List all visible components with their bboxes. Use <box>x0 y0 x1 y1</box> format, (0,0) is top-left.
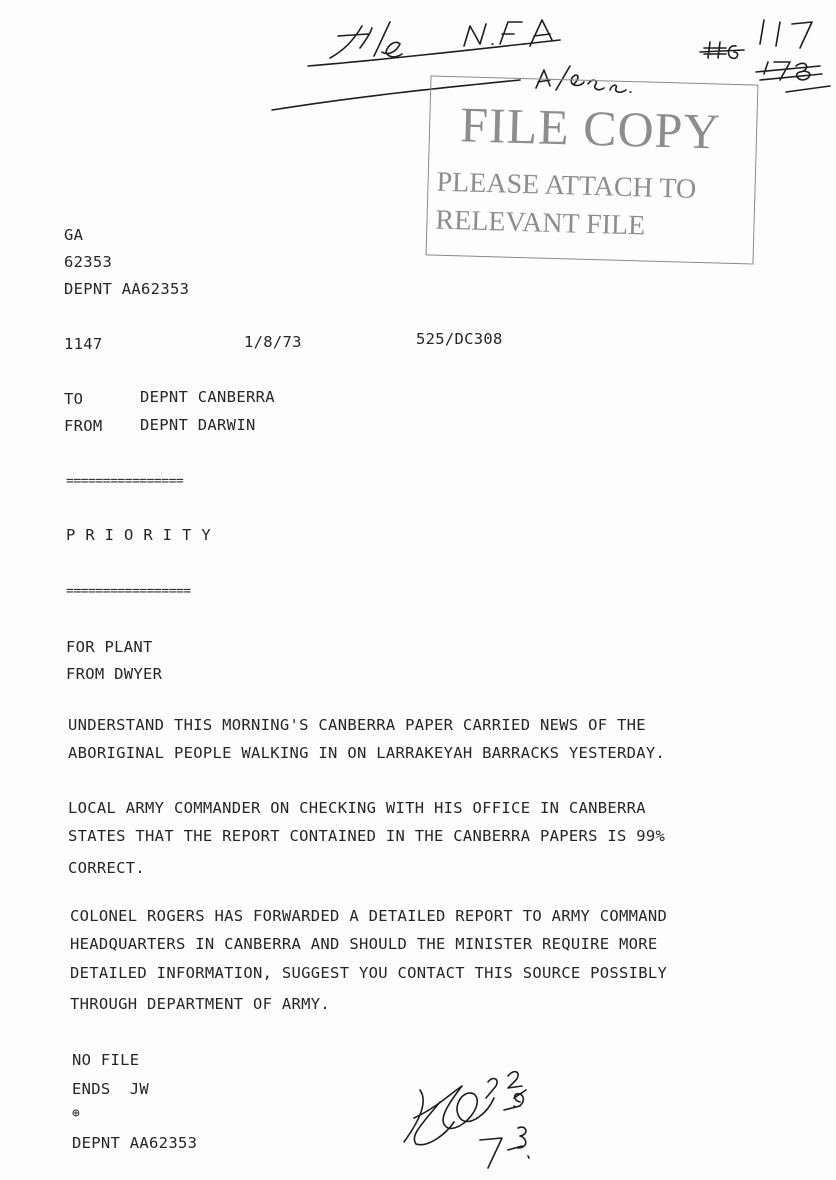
from-label: FROM <box>64 417 103 435</box>
to-value: DEPNT CANBERRA <box>140 388 275 406</box>
message-ref: 525/DC308 <box>416 330 503 348</box>
separator-bottom: ================= <box>66 584 191 599</box>
stamp-line-attach: PLEASE ATTACH TO <box>436 166 697 205</box>
stamp-title: FILE COPY <box>459 96 722 160</box>
underline-stroke <box>308 40 560 66</box>
footer-ends: ENDS JW <box>72 1080 150 1098</box>
footer-answerback: DEPNT AA62353 <box>72 1134 198 1152</box>
file-handwriting <box>330 22 402 58</box>
struck-mark-handwriting <box>700 42 744 58</box>
body-p3-line4: THROUGH DEPARTMENT OF ARMY. <box>70 995 331 1013</box>
from-value: DEPNT DARWIN <box>140 416 256 434</box>
message-date: 1/8/73 <box>244 333 302 351</box>
body-p2-line2: STATES THAT THE REPORT CONTAINED IN THE CANBERRA PAPERS IS 99% <box>68 827 666 845</box>
struck-folio-handwriting <box>756 62 830 92</box>
body-p2-line3: CORRECT. <box>68 859 146 877</box>
header-answerback: DEPNT AA62353 <box>64 280 190 298</box>
nfa-handwriting <box>464 20 552 46</box>
date-handwriting <box>480 1072 529 1168</box>
footer-symbol: ⊕ <box>72 1106 81 1121</box>
body-p3-line2: HEADQUARTERS IN CANBERRA AND SHOULD THE MINISTER REQUIRE MORE <box>70 935 658 953</box>
stamp-line-relevant: RELEVANT FILE <box>435 204 646 242</box>
file-copy-stamp <box>426 75 759 264</box>
separator-top: ================ <box>66 474 184 489</box>
to-label: TO <box>64 390 84 408</box>
header-ga: GA <box>64 226 84 244</box>
message-time: 1147 <box>64 335 103 353</box>
priority-label: PRIORITY <box>66 526 221 544</box>
body-p3-line1: COLONEL ROGERS HAS FORWARDED A DETAILED REPORT TO ARMY COMMAND <box>70 907 668 925</box>
signature-handwriting <box>404 1079 497 1145</box>
body-p1-line1: UNDERSTAND THIS MORNING'S CANBERRA PAPER CARRIED NEWS OF THE <box>68 716 646 734</box>
from-line: FROM DWYER <box>66 665 163 683</box>
folio-handwriting <box>760 20 812 48</box>
for-line: FOR PLANT <box>66 638 153 656</box>
body-p2-line1: LOCAL ARMY COMMANDER ON CHECKING WITH HIS OFFICE IN CANBERRA <box>68 799 646 817</box>
body-p1-line2: ABORIGINAL PEOPLE WALKING IN ON LARRAKEYAH BARRACKS YESTERDAY. <box>68 744 666 762</box>
body-p3-line3: DETAILED INFORMATION, SUGGEST YOU CONTACT THIS SOURCE POSSIBLY <box>70 964 668 982</box>
header-number: 62353 <box>64 253 113 271</box>
footer-no-file: NO FILE <box>72 1051 140 1069</box>
